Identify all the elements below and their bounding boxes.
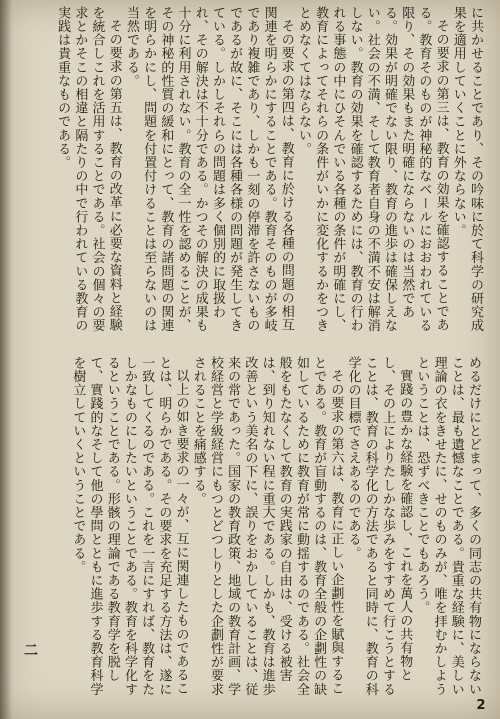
section-mark: 二 <box>24 643 38 659</box>
paragraph: その要求の第四は、教育に於ける各種の問題の相互関連を明らかにすることである。教育そのものが多岐であり複雑であり、しかも一刻の停滞を許さないものであるが故に、そこには各種各様の問題が発生してきている。しかしそれらの問題は多く個別的に取扱われ、その解決は不十分である。かつその解決の成果も十分に利用されない。教育の全一性を認めることが、その神秘的性質の緩和にとって、教育の諸問題の関連を明らかにし、問題を付置付けることは至らないのは当然である。 <box>123 6 294 333</box>
binding-gutter-shadow <box>0 0 12 719</box>
lower-text-block <box>70 356 482 696</box>
paragraph: 以上の如き要求の一々が、互に関連したものであることは、明らかである。その要求を充足する方法は、遂に一致してくるのである。これを一言にすれば、教育をたしかなものにしたいということである。教育を科学化するということである。形骸の理論である教育学を脱して、實踐的なそして他の學問とともに進歩する教育科学を樹立していくということである。 <box>70 356 189 696</box>
paragraph: めるだけにとどまって、多くの同志の共有物にならないことは、最も遺憾なことである。貴重な経験に、美しい理論の衣をきせたに、せのものみが、唯を拝むかしようということは、恐ずべきことでもあろう。 <box>414 356 481 696</box>
paragraph: 實踐の豊かな経験を確認し、これを萬人の共有物とし、その上によりたしかな歩みをすすめて行こうとすることは、教育の科学化の方法であると同時に、教育の科学化の目標でさえあるのである。 <box>345 356 413 696</box>
upper-text-block <box>14 6 484 334</box>
paragraph: その要求の第五は、教育の改革に必要な資料と経験を統合しこれを活用することである。社会の個々の要求とかそこの相違と隔たりの中で行われている教育の実践は貴重なものである。 <box>55 6 122 333</box>
paragraph: その要求の第三は、教育の効果を確認することである。教育そのものが神秘的なベールにおおわれている限り、その効果もまた明確にならないのは当然である。効果が明確でない限り、教育の進歩は確保しえない。社会の不満、そして教育者自身の不満不安は解消しない。教育の効果を確認するためには、教育の行われる事態の中にひそんでいる各種の条件が明確にし、教育によってそれらの条件がいかに変化するかをつきとめなくてはならない。 <box>295 6 449 333</box>
paragraph: に共かせることであり、その吟味に於て科学の研究成果を適用していくことに外ならない。 <box>450 6 483 333</box>
page-number: 2 <box>476 698 486 713</box>
paragraph: その要求の第六は、教育に正しい企劃性を賦與することである。教育が盲動するのは、教育全般の企劃性の缺如しているために教育が常に動揺するのである。社会全般をもたなくして教育の実践家の自由は、受ける被害は、到り知れない程に重大である。しかも、教育は進歩改善という美名の下に、誤りをおかしていることは、従来の常であった。国家の教育政策、地域の教育計画、学校経営と学級経営にもつとどつしりとした企劃性が要求されることを痛感する。 <box>190 356 344 696</box>
